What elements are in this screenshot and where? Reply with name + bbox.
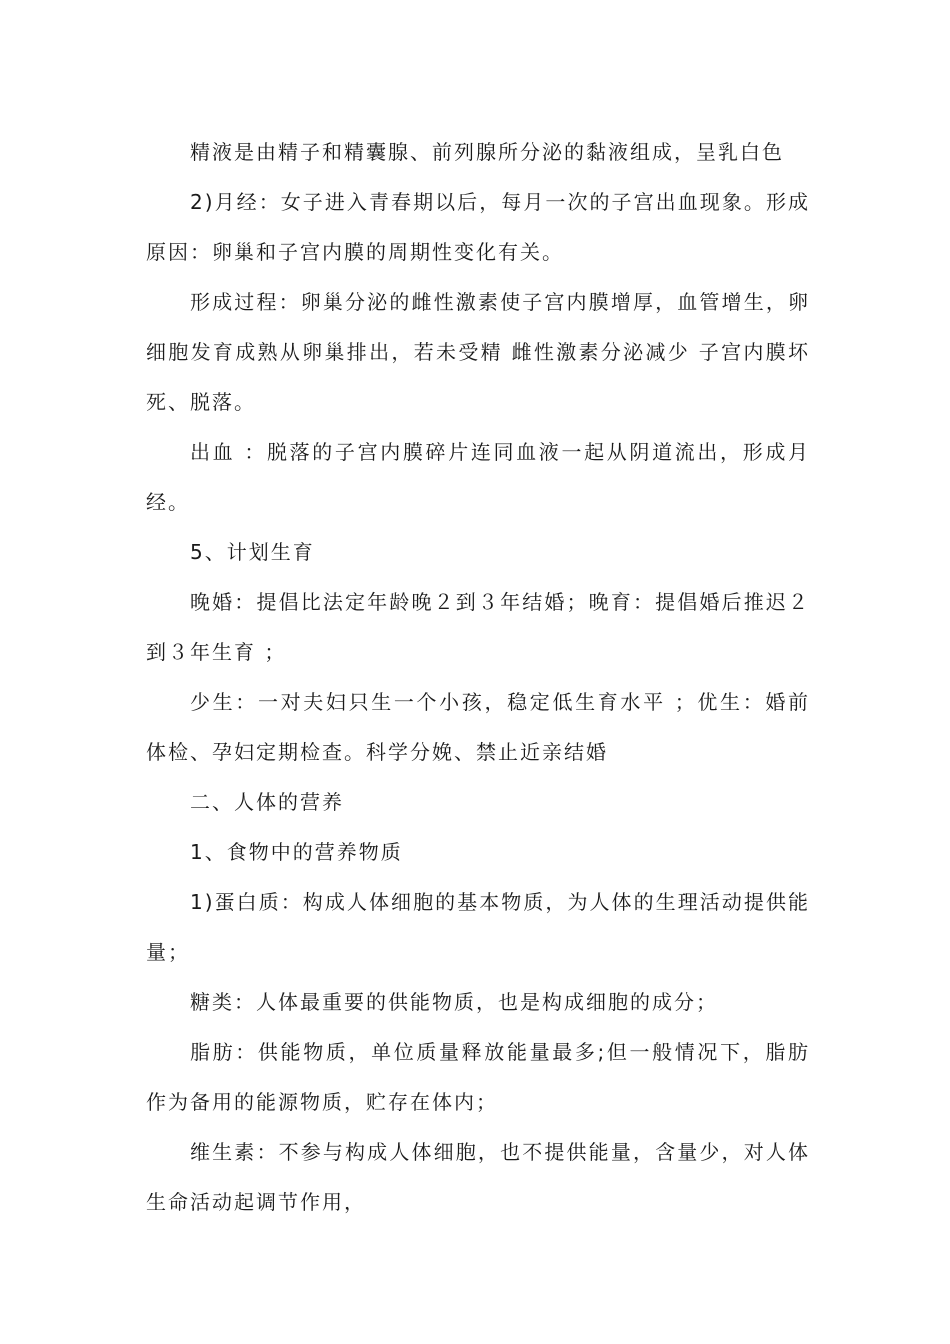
paragraph-carbohydrates: 糖类：人体最重要的供能物质，也是构成细胞的成分； [190,990,718,1014]
paragraph-menstruation: 2)月经：女子进入青春期以后，每月一次的子宫出血现象。形成原因：卵巢和子宫内膜的周期性变化有关。 [146,190,810,264]
heading-nutrients-in-food: 1、食物中的营养物质 [190,840,403,864]
heading-family-planning: 5、计划生育 [190,540,315,564]
paragraph-fewer-births: 少生：一对夫妇只生一个小孩，稳定低生育水平 ；优生：婚前体检、孕妇定期检查。科学分娩、禁止近亲结婚 [146,690,810,764]
document-body [146,127,810,1227]
paragraph-vitamins: 维生素：不参与构成人体细胞，也不提供能量，含量少，对人体生命活动起调节作用， [146,1140,810,1214]
paragraph-formation-process: 形成过程：卵巢分泌的雌性激素使子宫内膜增厚，血管增生，卵细胞发育成熟从卵巢排出，若未受精 雌性激素分泌减少 子宫内膜坏死、脱落。 [146,290,810,414]
paragraph-bleeding: 出血 ：脱落的子宫内膜碎片连同血液一起从阴道流出，形成月经。 [146,440,810,514]
paragraph-semen: 精液是由精子和精囊腺、前列腺所分泌的黏液组成，呈乳白色 [190,140,784,164]
paragraph-late-marriage: 晚婚：提倡比法定年龄晚２到３年结婚；晚育：提倡婚后推迟２到３年生育 ； [146,590,810,664]
heading-human-nutrition: 二、人体的营养 [190,790,344,814]
paragraph-protein: 1)蛋白质：构成人体细胞的基本物质，为人体的生理活动提供能量； [146,890,810,964]
paragraph-fat: 脂肪：供能物质，单位质量释放能量最多;但一般情况下，脂肪作为备用的能源物质，贮存在体内； [146,1040,810,1114]
